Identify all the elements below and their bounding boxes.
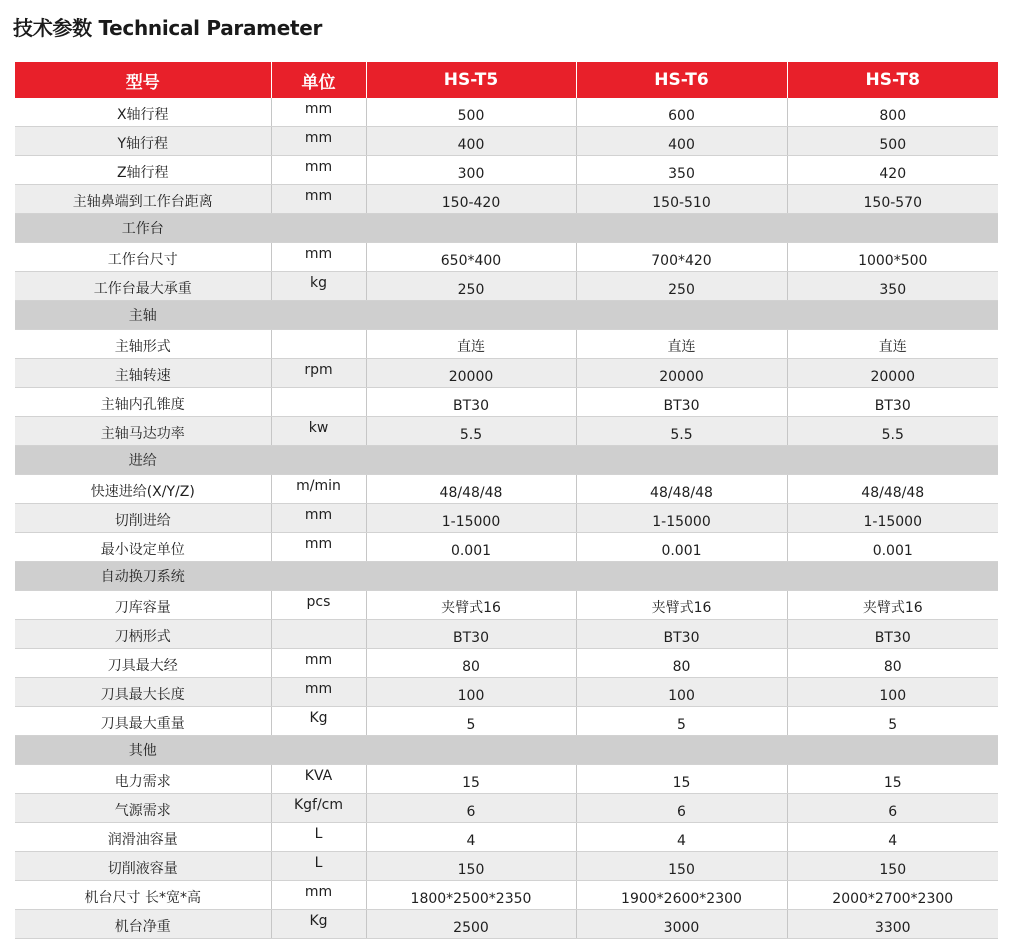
value-hs-t8: 48/48/48	[787, 475, 998, 504]
param-unit: L	[271, 852, 366, 881]
spec-body	[15, 98, 998, 939]
table-row	[15, 852, 998, 881]
param-label: 主轴内孔锥度	[15, 388, 271, 417]
value-hs-t8: 420	[787, 156, 998, 185]
value-hs-t8: 150	[787, 852, 998, 881]
section-blank-cell	[366, 301, 576, 330]
value-hs-t6: 700*420	[576, 243, 787, 272]
value-hs-t8: 3300	[787, 910, 998, 939]
value-hs-t6: 1-15000	[576, 504, 787, 533]
value-hs-t6: 80	[576, 649, 787, 678]
section-blank-cell	[271, 562, 366, 591]
page-title-en: Technical Parameter	[98, 16, 323, 40]
value-hs-t5: 250	[366, 272, 576, 301]
param-label: 刀柄形式	[15, 620, 271, 649]
param-unit: Kg	[271, 707, 366, 736]
value-hs-t5: 直连	[366, 330, 576, 359]
param-label: 快速进给(X/Y/Z)	[15, 475, 271, 504]
section-blank-cell	[787, 446, 998, 475]
param-label: 最小设定单位	[15, 533, 271, 562]
value-hs-t6: 400	[576, 127, 787, 156]
section-blank-cell	[576, 446, 787, 475]
value-hs-t8: 80	[787, 649, 998, 678]
param-unit: kw	[271, 417, 366, 446]
param-unit: mm	[271, 649, 366, 678]
value-hs-t5: 300	[366, 156, 576, 185]
section-blank-cell	[787, 736, 998, 765]
section-blank-cell	[787, 301, 998, 330]
section-blank-cell	[787, 214, 998, 243]
value-hs-t5: 150	[366, 852, 576, 881]
param-unit: mm	[271, 533, 366, 562]
value-hs-t5: 100	[366, 678, 576, 707]
value-hs-t5: 2500	[366, 910, 576, 939]
table-row	[15, 591, 998, 620]
value-hs-t8: 800	[787, 98, 998, 127]
value-hs-t8: 1000*500	[787, 243, 998, 272]
value-hs-t6: 600	[576, 98, 787, 127]
table-row	[15, 504, 998, 533]
table-row	[15, 417, 998, 446]
value-hs-t5: 80	[366, 649, 576, 678]
value-hs-t5: BT30	[366, 388, 576, 417]
param-label: 机台尺寸 长*宽*高	[15, 881, 271, 910]
param-label: 切削液容量	[15, 852, 271, 881]
table-row	[15, 881, 998, 910]
param-label: 主轴转速	[15, 359, 271, 388]
value-hs-t6: 48/48/48	[576, 475, 787, 504]
value-hs-t8: 4	[787, 823, 998, 852]
value-hs-t6: 100	[576, 678, 787, 707]
section-blank-cell	[271, 736, 366, 765]
section-blank-cell	[366, 736, 576, 765]
table-row	[15, 185, 998, 214]
param-unit: L	[271, 823, 366, 852]
param-unit: Kg	[271, 910, 366, 939]
section-label: 自动换刀系统	[15, 562, 271, 591]
value-hs-t8: 15	[787, 765, 998, 794]
value-hs-t5: 6	[366, 794, 576, 823]
value-hs-t5: 1800*2500*2350	[366, 881, 576, 910]
value-hs-t8: 20000	[787, 359, 998, 388]
section-blank-cell	[366, 446, 576, 475]
param-label: 刀具最大重量	[15, 707, 271, 736]
param-label: 机台净重	[15, 910, 271, 939]
param-unit: mm	[271, 678, 366, 707]
section-row	[15, 562, 998, 591]
param-unit: mm	[271, 881, 366, 910]
section-blank-cell	[366, 562, 576, 591]
table-row	[15, 272, 998, 301]
header-model: 型号	[15, 62, 271, 98]
value-hs-t6: 5.5	[576, 417, 787, 446]
value-hs-t5: 650*400	[366, 243, 576, 272]
param-label: 刀具最大长度	[15, 678, 271, 707]
param-label: 工作台最大承重	[15, 272, 271, 301]
table-row	[15, 620, 998, 649]
param-unit	[271, 620, 366, 649]
value-hs-t6: 6	[576, 794, 787, 823]
value-hs-t8: 5.5	[787, 417, 998, 446]
value-hs-t5: 5.5	[366, 417, 576, 446]
param-label: 电力需求	[15, 765, 271, 794]
table-row	[15, 98, 998, 127]
value-hs-t5: 15	[366, 765, 576, 794]
section-blank-cell	[576, 301, 787, 330]
section-label: 工作台	[15, 214, 271, 243]
table-row	[15, 243, 998, 272]
value-hs-t8: 150-570	[787, 185, 998, 214]
table-row	[15, 359, 998, 388]
section-row	[15, 214, 998, 243]
param-unit	[271, 388, 366, 417]
param-label: Z轴行程	[15, 156, 271, 185]
param-unit: KVA	[271, 765, 366, 794]
param-unit: kg	[271, 272, 366, 301]
header-hs-t6: HS-T6	[576, 62, 787, 98]
table-row	[15, 330, 998, 359]
param-label: 切削进给	[15, 504, 271, 533]
value-hs-t6: 5	[576, 707, 787, 736]
value-hs-t6: 20000	[576, 359, 787, 388]
value-hs-t8: 6	[787, 794, 998, 823]
table-row	[15, 533, 998, 562]
param-label: 刀具最大经	[15, 649, 271, 678]
param-label: 主轴鼻端到工作台距离	[15, 185, 271, 214]
value-hs-t8: 100	[787, 678, 998, 707]
value-hs-t5: 150-420	[366, 185, 576, 214]
table-row	[15, 388, 998, 417]
section-label: 进给	[15, 446, 271, 475]
value-hs-t8: BT30	[787, 620, 998, 649]
value-hs-t5: 1-15000	[366, 504, 576, 533]
value-hs-t8: 直连	[787, 330, 998, 359]
value-hs-t8: 夹臂式16	[787, 591, 998, 620]
section-blank-cell	[271, 446, 366, 475]
table-row	[15, 156, 998, 185]
value-hs-t8: BT30	[787, 388, 998, 417]
value-hs-t6: 350	[576, 156, 787, 185]
section-row	[15, 736, 998, 765]
section-blank-cell	[576, 562, 787, 591]
header-hs-t5: HS-T5	[366, 62, 576, 98]
value-hs-t6: 1900*2600*2300	[576, 881, 787, 910]
spec-table	[15, 62, 998, 939]
table-row	[15, 678, 998, 707]
param-label: X轴行程	[15, 98, 271, 127]
value-hs-t8: 0.001	[787, 533, 998, 562]
value-hs-t5: 0.001	[366, 533, 576, 562]
value-hs-t5: 4	[366, 823, 576, 852]
section-blank-cell	[366, 214, 576, 243]
param-label: 主轴马达功率	[15, 417, 271, 446]
param-unit	[271, 330, 366, 359]
header-unit: 单位	[271, 62, 366, 98]
param-label: 主轴形式	[15, 330, 271, 359]
table-row	[15, 707, 998, 736]
page-title	[13, 12, 322, 41]
value-hs-t6: 150-510	[576, 185, 787, 214]
value-hs-t6: BT30	[576, 620, 787, 649]
value-hs-t6: 0.001	[576, 533, 787, 562]
param-unit: mm	[271, 98, 366, 127]
value-hs-t6: 直连	[576, 330, 787, 359]
section-row	[15, 301, 998, 330]
table-row	[15, 765, 998, 794]
section-blank-cell	[787, 562, 998, 591]
section-label: 主轴	[15, 301, 271, 330]
value-hs-t6: 250	[576, 272, 787, 301]
param-unit: rpm	[271, 359, 366, 388]
value-hs-t8: 500	[787, 127, 998, 156]
table-row	[15, 823, 998, 852]
section-blank-cell	[576, 736, 787, 765]
section-blank-cell	[271, 214, 366, 243]
section-label: 其他	[15, 736, 271, 765]
value-hs-t5: 500	[366, 98, 576, 127]
table-row	[15, 127, 998, 156]
param-unit: mm	[271, 504, 366, 533]
param-unit: pcs	[271, 591, 366, 620]
param-unit: Kgf/cm	[271, 794, 366, 823]
param-label: 气源需求	[15, 794, 271, 823]
value-hs-t5: 48/48/48	[366, 475, 576, 504]
value-hs-t5: BT30	[366, 620, 576, 649]
section-blank-cell	[271, 301, 366, 330]
section-blank-cell	[576, 214, 787, 243]
param-label: 润滑油容量	[15, 823, 271, 852]
value-hs-t5: 400	[366, 127, 576, 156]
param-label: 刀库容量	[15, 591, 271, 620]
value-hs-t6: 3000	[576, 910, 787, 939]
param-label: 工作台尺寸	[15, 243, 271, 272]
param-unit: m/min	[271, 475, 366, 504]
value-hs-t5: 20000	[366, 359, 576, 388]
section-row	[15, 446, 998, 475]
param-unit: mm	[271, 156, 366, 185]
table-row	[15, 910, 998, 939]
value-hs-t6: 15	[576, 765, 787, 794]
param-unit: mm	[271, 185, 366, 214]
table-row	[15, 794, 998, 823]
value-hs-t8: 1-15000	[787, 504, 998, 533]
value-hs-t6: 150	[576, 852, 787, 881]
value-hs-t6: 4	[576, 823, 787, 852]
param-unit: mm	[271, 243, 366, 272]
value-hs-t8: 2000*2700*2300	[787, 881, 998, 910]
value-hs-t6: 夹臂式16	[576, 591, 787, 620]
table-row	[15, 475, 998, 504]
value-hs-t6: BT30	[576, 388, 787, 417]
value-hs-t8: 350	[787, 272, 998, 301]
param-unit: mm	[271, 127, 366, 156]
table-row	[15, 649, 998, 678]
header-row	[15, 62, 998, 98]
param-label: Y轴行程	[15, 127, 271, 156]
value-hs-t5: 5	[366, 707, 576, 736]
value-hs-t5: 夹臂式16	[366, 591, 576, 620]
header-hs-t8: HS-T8	[787, 62, 998, 98]
value-hs-t8: 5	[787, 707, 998, 736]
page-title-cn: 技术参数	[13, 16, 92, 40]
